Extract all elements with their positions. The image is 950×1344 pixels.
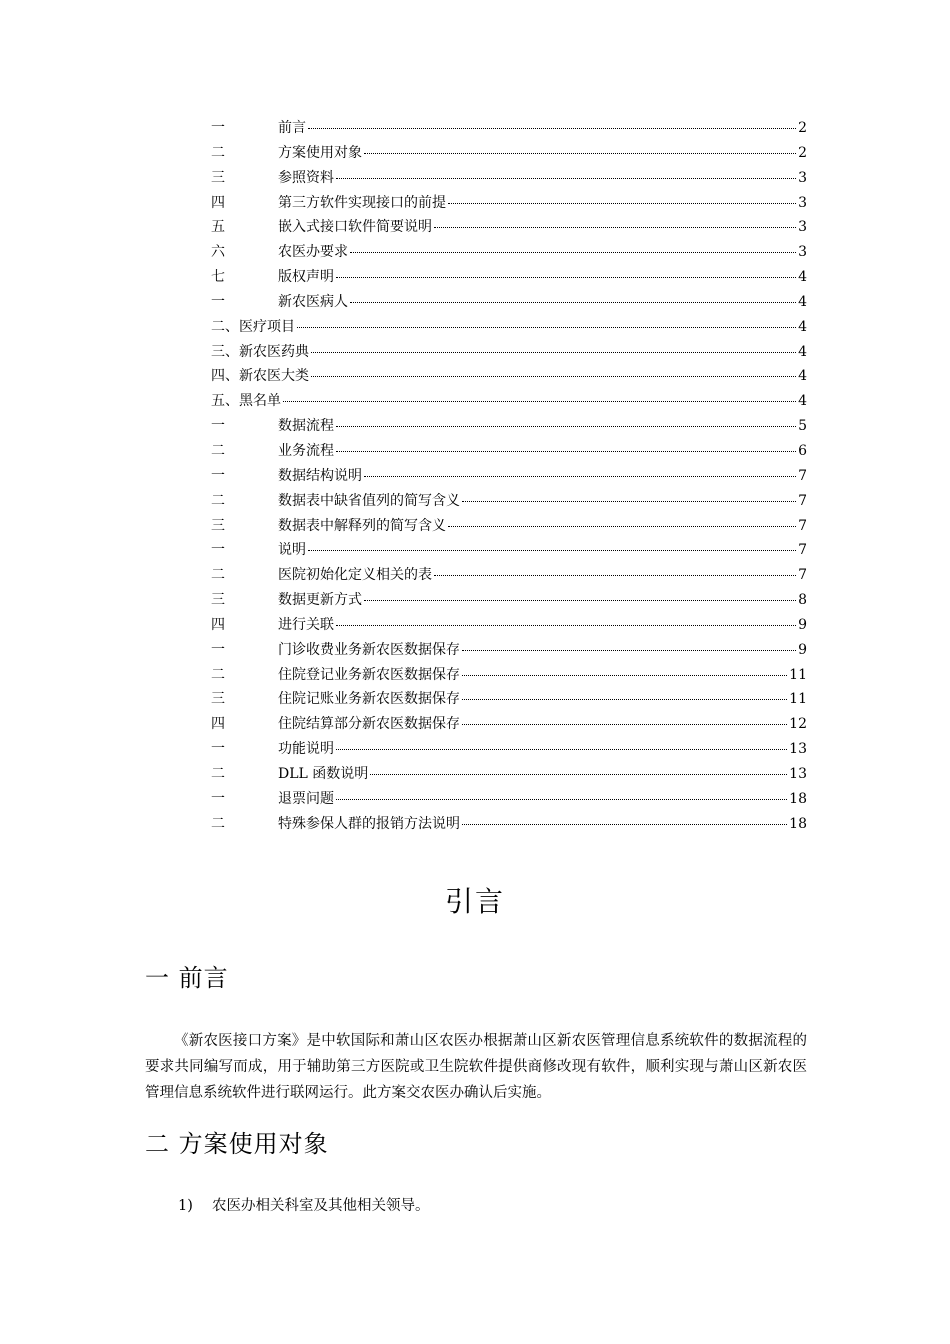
toc-dot-leader xyxy=(311,375,796,377)
toc-entry-page: 12 xyxy=(789,716,807,733)
toc-entry[interactable] xyxy=(211,489,807,514)
toc-entry[interactable] xyxy=(211,364,807,389)
toc-dot-leader xyxy=(364,475,796,477)
toc-entry-page: 7 xyxy=(798,492,807,509)
toc-entry[interactable] xyxy=(211,389,807,414)
document-title: 引言 xyxy=(444,885,505,918)
toc-entry-title: 住院记账业务新农医数据保存 xyxy=(278,691,460,708)
toc-entry-page: 11 xyxy=(789,666,807,683)
toc-entry-title: 进行关联 xyxy=(278,616,334,633)
toc-entry[interactable] xyxy=(211,588,807,613)
toc-entry[interactable] xyxy=(211,687,807,712)
toc-entry-page: 4 xyxy=(798,343,807,360)
toc-entry-page: 4 xyxy=(798,269,807,286)
toc-entry-page: 4 xyxy=(798,393,807,410)
toc-entry-number: 二 xyxy=(211,666,225,683)
section-heading-audience: 二 方案使用对象 xyxy=(145,1130,329,1158)
toc-entry-title: 功能说明 xyxy=(278,741,334,758)
toc-entry-title: 医院初始化定义相关的表 xyxy=(278,567,432,584)
toc-entry-title: 特殊参保人群的报销方法说明 xyxy=(278,815,460,832)
toc-entry-number: 一 xyxy=(211,293,225,310)
toc-entry-title: 前言 xyxy=(278,120,306,136)
toc-dot-leader xyxy=(364,152,796,154)
toc-dot-leader xyxy=(434,574,796,576)
toc-entry-title: 嵌入式接口软件简要说明 xyxy=(278,219,432,236)
toc-entry-page: 7 xyxy=(798,567,807,584)
toc-dot-leader xyxy=(448,202,796,204)
toc-entry-page: 3 xyxy=(798,244,807,261)
toc-entry-page: 13 xyxy=(789,741,807,758)
toc-entry[interactable] xyxy=(211,737,807,762)
toc-entry-number: 一 xyxy=(211,641,225,658)
toc-entry-page: 7 xyxy=(798,467,807,484)
toc-entry-number: 六 xyxy=(211,244,225,261)
toc-dot-leader xyxy=(297,326,796,328)
toc-entry-number: 二 xyxy=(211,815,225,832)
toc-entry-number: 四 xyxy=(211,194,225,211)
toc-entry-title: 黑名单 xyxy=(239,393,281,410)
toc-entry[interactable] xyxy=(211,265,807,290)
toc-entry-page: 3 xyxy=(798,194,807,211)
toc-entry[interactable] xyxy=(211,514,807,539)
toc-entry-title: 新农医药典 xyxy=(239,343,309,360)
section-heading-preface: 一 前言 xyxy=(145,964,229,992)
toc-entry-number: 一 xyxy=(211,120,225,136)
toc-dot-leader xyxy=(336,748,787,750)
toc-dot-leader xyxy=(336,798,787,800)
toc-entry-page: 18 xyxy=(789,790,807,807)
toc-entry-title: 说明 xyxy=(278,542,306,559)
table-of-contents xyxy=(211,116,807,836)
toc-entry[interactable] xyxy=(211,215,807,240)
toc-entry-title: 医疗项目 xyxy=(239,318,295,335)
toc-dot-leader xyxy=(336,624,796,626)
toc-entry[interactable] xyxy=(211,712,807,737)
toc-entry-number: 二 xyxy=(211,567,225,584)
toc-entry-number: 三 xyxy=(211,169,225,186)
toc-dot-leader xyxy=(462,698,787,700)
toc-entry-title: 数据表中解释列的简写含义 xyxy=(278,517,446,534)
toc-entry-title: 新农医病人 xyxy=(278,293,348,310)
toc-entry[interactable] xyxy=(211,290,807,315)
toc-dot-leader xyxy=(336,425,796,427)
toc-entry[interactable] xyxy=(211,538,807,563)
toc-entry-page: 7 xyxy=(798,517,807,534)
toc-entry-title: 方案使用对象 xyxy=(278,144,362,161)
toc-entry-title: 新农医大类 xyxy=(239,368,309,385)
list-item xyxy=(178,1194,430,1215)
toc-entry-page: 5 xyxy=(798,418,807,435)
toc-entry[interactable] xyxy=(211,116,807,141)
toc-dot-leader xyxy=(350,251,796,253)
toc-entry-page: 9 xyxy=(798,641,807,658)
toc-entry-number: 一 xyxy=(211,741,225,758)
toc-entry-title: 退票问题 xyxy=(278,790,334,807)
toc-dot-leader xyxy=(336,177,796,179)
toc-entry[interactable] xyxy=(211,563,807,588)
toc-entry-number: 七 xyxy=(211,269,225,286)
toc-entry[interactable] xyxy=(211,613,807,638)
toc-entry-page: 8 xyxy=(798,592,807,609)
toc-entry-page: 2 xyxy=(798,120,807,136)
toc-dot-leader xyxy=(370,773,787,775)
toc-entry-number: 三 xyxy=(211,592,225,609)
toc-dot-leader xyxy=(308,127,796,129)
toc-dot-leader xyxy=(462,823,787,825)
toc-dot-leader xyxy=(364,599,796,601)
toc-dot-leader xyxy=(311,351,796,353)
toc-entry-number: 三、 xyxy=(211,343,239,360)
toc-dot-leader xyxy=(308,549,796,551)
list-item-text: 农医办相关科室及其他相关领导。 xyxy=(212,1198,430,1214)
toc-entry-number: 二 xyxy=(211,442,225,459)
toc-entry-page: 4 xyxy=(798,368,807,385)
toc-entry-number: 三 xyxy=(211,517,225,534)
toc-entry[interactable] xyxy=(211,638,807,663)
toc-entry-title: 第三方软件实现接口的前提 xyxy=(278,194,446,211)
toc-entry-number: 三 xyxy=(211,691,225,708)
toc-entry-number: 二 xyxy=(211,492,225,509)
toc-entry-number: 一 xyxy=(211,418,225,435)
toc-entry-number: 二 xyxy=(211,765,225,782)
toc-entry-title: 住院结算部分新农医数据保存 xyxy=(278,716,460,733)
toc-entry-number: 一 xyxy=(211,790,225,807)
toc-dot-leader xyxy=(336,276,796,278)
toc-entry[interactable] xyxy=(211,141,807,166)
toc-entry-page: 6 xyxy=(798,442,807,459)
toc-entry-title: 版权声明 xyxy=(278,269,334,286)
toc-entry-title: 住院登记业务新农医数据保存 xyxy=(278,666,460,683)
toc-entry[interactable] xyxy=(211,315,807,340)
toc-entry[interactable] xyxy=(211,464,807,489)
toc-dot-leader xyxy=(283,400,796,402)
toc-entry-number: 五、 xyxy=(211,393,239,410)
toc-entry-page: 4 xyxy=(798,318,807,335)
toc-entry-number: 四 xyxy=(211,616,225,633)
toc-entry-page: 3 xyxy=(798,219,807,236)
toc-entry-number: 五 xyxy=(211,219,225,236)
toc-entry-page: 13 xyxy=(789,765,807,782)
toc-entry-number: 一 xyxy=(211,467,225,484)
toc-entry-page: 18 xyxy=(789,815,807,832)
toc-dot-leader xyxy=(462,674,787,676)
toc-entry-page: 3 xyxy=(798,169,807,186)
toc-entry-title: 数据流程 xyxy=(278,418,334,435)
toc-entry-title: 数据表中缺省值列的简写含义 xyxy=(278,492,460,509)
toc-entry-number: 二、 xyxy=(211,318,239,335)
toc-entry[interactable] xyxy=(211,240,807,265)
toc-dot-leader xyxy=(462,649,796,651)
toc-entry[interactable] xyxy=(211,439,807,464)
toc-entry-number: 二 xyxy=(211,144,225,161)
toc-entry-title: 参照资料 xyxy=(278,169,334,186)
toc-entry-page: 4 xyxy=(798,293,807,310)
toc-entry-page: 2 xyxy=(798,144,807,161)
toc-entry-number: 四 xyxy=(211,716,225,733)
toc-entry[interactable] xyxy=(211,414,807,439)
toc-entry[interactable] xyxy=(211,663,807,688)
toc-entry-number: 一 xyxy=(211,542,225,559)
toc-entry[interactable] xyxy=(211,166,807,191)
toc-entry[interactable] xyxy=(211,762,807,787)
toc-entry-number: 四、 xyxy=(211,368,239,385)
toc-entry[interactable] xyxy=(211,340,807,365)
toc-dot-leader xyxy=(462,500,796,502)
toc-dot-leader xyxy=(462,723,787,725)
toc-entry-page: 9 xyxy=(798,616,807,633)
toc-entry[interactable] xyxy=(211,787,807,812)
preface-paragraph: 《新农医接口方案》是中软国际和萧山区农医办根据萧山区新农医管理信息系统软件的数据流程的要求共同编写而成，用于辅助第三方医院或卫生院软件提供商修改现有软件，顺利实现与萧山区新农医管理信息系统软件进行联网运行。此方案交农医办确认后实施。 xyxy=(145,1033,807,1101)
toc-entry-title: 门诊收费业务新农医数据保存 xyxy=(278,641,460,658)
toc-dot-leader xyxy=(336,450,796,452)
toc-dot-leader xyxy=(350,301,796,303)
toc-entry-title: DLL 函数说明 xyxy=(278,765,369,782)
toc-dot-leader xyxy=(434,226,796,228)
toc-entry-title: 数据更新方式 xyxy=(278,592,362,609)
list-marker: 1) xyxy=(178,1198,193,1214)
toc-entry-page: 11 xyxy=(789,691,807,708)
toc-entry-page: 7 xyxy=(798,542,807,559)
toc-dot-leader xyxy=(448,525,796,527)
toc-entry-title: 数据结构说明 xyxy=(278,467,362,484)
toc-entry[interactable] xyxy=(211,191,807,216)
toc-entry[interactable] xyxy=(211,812,807,837)
toc-entry-title: 农医办要求 xyxy=(278,244,348,261)
toc-entry-title: 业务流程 xyxy=(278,442,334,459)
